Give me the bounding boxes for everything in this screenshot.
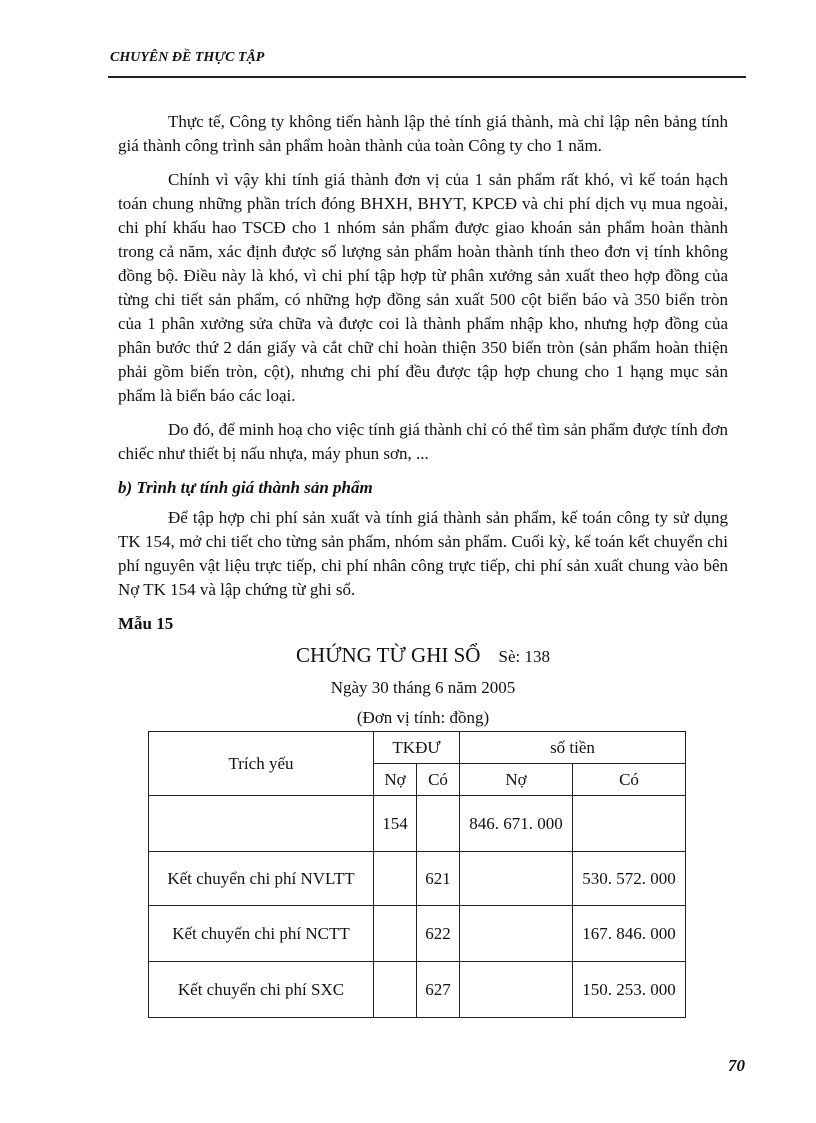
row-amount-no [460,906,573,962]
form-title-line [118,643,728,668]
form-title: CHỨNG TỪ GHI SỔ [296,643,481,667]
running-header: CHUYÊN ĐỀ THỰC TẬP [110,50,265,65]
row-account-no [374,852,417,906]
table-row [149,852,686,906]
table-row [149,796,686,852]
header-amount: số tiền [460,732,686,764]
row-description: Kết chuyển chi phí NCTT [149,906,374,962]
paragraph-1: Thực tế, Công ty không tiến hành lập thẻ tính giá thành, mà chỉ lập nên bảng tính giá thành công trình sản phẩm hoàn thành của toàn Công ty cho 1 năm. [118,112,728,155]
row-amount-co [573,796,686,852]
page-number: 70 [728,1056,745,1075]
section-b-paragraph: Để tập hợp chi phí sản xuất và tính giá thành sản phẩm, kế toán công ty sử dụng TK 154, mở chi tiết cho từng sản phẩm, nhóm sản phẩm. Cuối kỳ, kế toán kết chuyển chi phí nguyên vật liệu trực tiếp, chi phí nhân công trực tiếp, chi phí sản xuất chung vào bên Nợ TK 154 và lập chứng từ ghi sổ. [118,508,728,599]
row-account-co [417,796,460,852]
table-row [149,962,686,1018]
form-unit: (Đơn vị tính: đồng) [356,708,490,727]
paragraph-3: Do đó, để minh hoạ cho việc tính giá thành chỉ có thể tìm sản phẩm được tính đơn chiếc như thiết bị nấu nhựa, máy phun sơn, ... [118,420,728,463]
ledger-table [148,731,686,1018]
row-amount-co: 150. 253. 000 [573,962,686,1018]
header-description: Trích yếu [149,732,374,796]
header-account: TKĐƯ [374,732,460,764]
paragraph-2: Chính vì vậy khi tính giá thành đơn vị của 1 sản phẩm rất khó, vì kế toán hạch toán chung những phần trích đóng BHXH, BHYT, KPCĐ và chi phí dịch vụ mua ngoài, chi phí khấu hao TSCĐ cho 1 nhóm sản phẩm được giao khoán sản phẩm hoàn thành trong cả năm, xác định được số lượng sản phẩm hoàn thành tính theo đơn vị tính không đồng bộ. Điều này là khó, vì chi phí tập hợp từ phân xưởng sản xuất theo hợp đồng của từng chi tiết sản phẩm, có những hợp đồng sản xuất 500 cột biển báo và 350 biển tròn của 1 phân xưởng sửa chữa và được coi là thành phẩm nhập kho, nhưng hợp đồng của phân bước thứ 2 dán giấy và cắt chữ chỉ hoàn thiện 350 biển tròn (sản phẩm hoàn thiện phải gồm biển tròn, cột), nhưng chi phí đều được tập hợp chung cho 1 hạng mục sản phẩm là biển báo các loại. [118,170,728,405]
row-account-no [374,962,417,1018]
form-number: Sè: 138 [498,647,550,666]
row-amount-co: 530. 572. 000 [573,852,686,906]
form-label: Mẫu 15 [118,614,174,633]
row-amount-no [460,852,573,906]
subheader-amount-no: Nợ [460,764,573,796]
row-description [149,796,374,852]
row-description: Kết chuyển chi phí NVLTT [149,852,374,906]
row-account-no: 154 [374,796,417,852]
row-account-co: 621 [417,852,460,906]
subheader-account-no: Nợ [374,764,417,796]
row-amount-no [460,962,573,1018]
table-row [149,906,686,962]
row-account-no [374,906,417,962]
section-b-heading: b) Trình tự tính giá thành sản phẩm [118,478,373,497]
row-amount-no: 846. 671. 000 [460,796,573,852]
subheader-account-co: Có [417,764,460,796]
body-text [118,110,728,636]
row-account-co: 627 [417,962,460,1018]
form-date: Ngày 30 tháng 6 năm 2005 [330,678,516,697]
row-account-co: 622 [417,906,460,962]
header-rule [108,76,746,78]
row-description: Kết chuyển chi phí SXC [149,962,374,1018]
subheader-amount-co: Có [573,764,686,796]
row-amount-co: 167. 846. 000 [573,906,686,962]
